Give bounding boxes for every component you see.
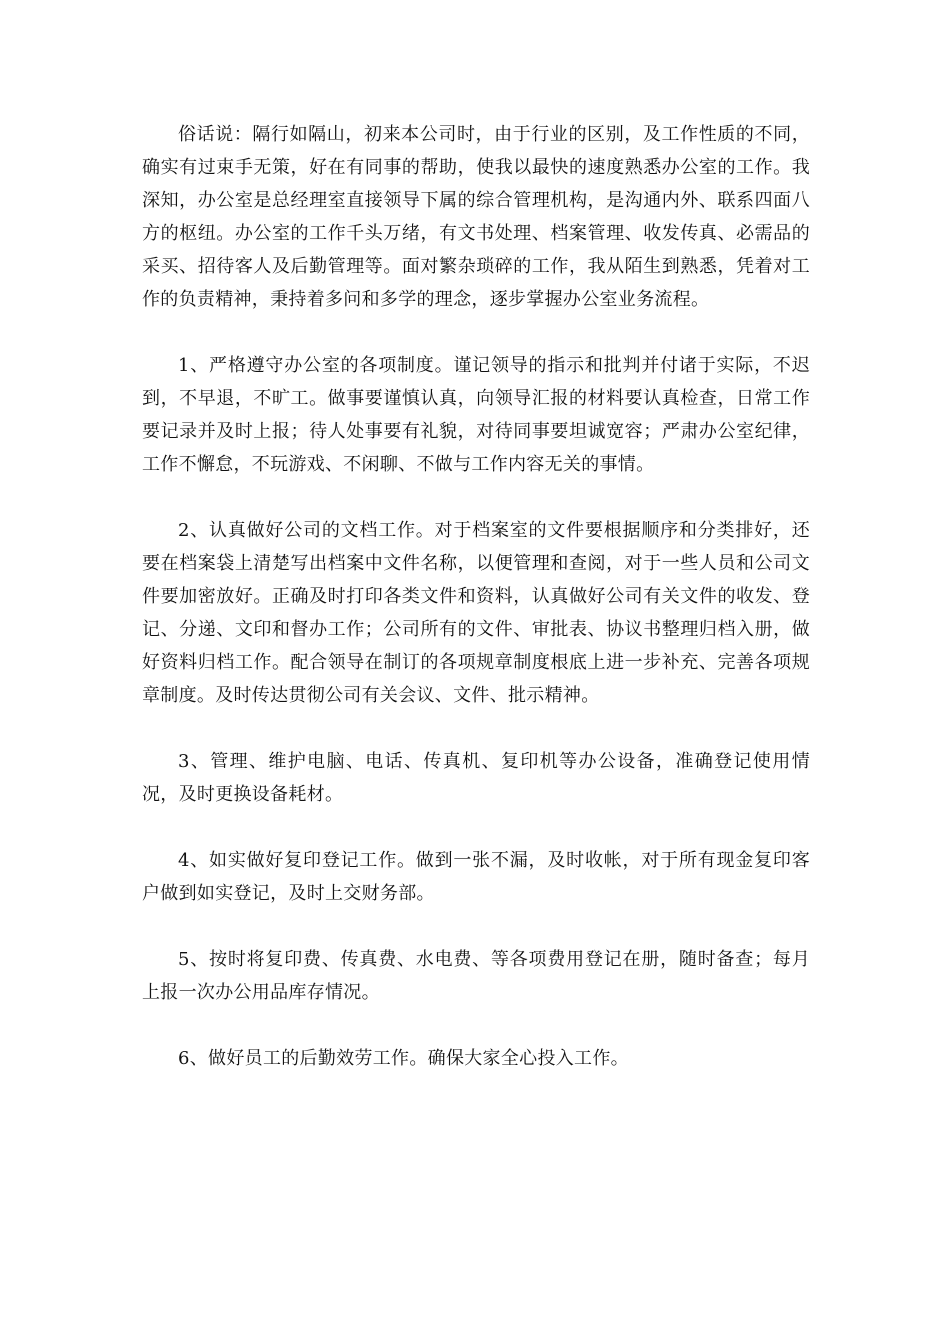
paragraph-item-2: 2、认真做好公司的文档工作。对于档案室的文件要根据顺序和分类排好，还要在档案袋上清楚写出档案中文件名称，以便管理和查阅，对于一些人员和公司文件要加密放好。正确及时打印各类文件和资料，认真做好公司有关文件的收发、登记、分递、文印和督办工作；公司所有的文件、审批表、协议书整理归档入册，做好资料归档工作。配合领导在制订的各项规章制度根底上进一步补充、完善各项规章制度。及时传达贯彻公司有关会议、文件、批示精神。	[142, 520, 810, 706]
document-body	[142, 118, 810, 1108]
paragraph-item-4: 4、如实做好复印登记工作。做到一张不漏，及时收帐，对于所有现金复印客户做到如实登记，及时上交财务部。	[142, 850, 810, 904]
paragraph-item-5: 5、按时将复印费、传真费、水电费、等各项费用登记在册，随时备查；每月上报一次办公用品库存情况。	[142, 949, 810, 1003]
paragraph-item-6: 6、做好员工的后勤效劳工作。确保大家全心投入工作。	[178, 1048, 629, 1069]
paragraph-intro: 俗话说：隔行如隔山，初来本公司时，由于行业的区别，及工作性质的不同，确实有过束手无策，好在有同事的帮助，使我以最快的速度熟悉办公室的工作。我深知，办公室是总经理室直接领导下属的综合管理机构，是沟通内外、联系四面八方的枢纽。办公室的工作千头万绪，有文书处理、档案管理、收发传真、必需品的采买、招待客人及后勤管理等。面对繁杂琐碎的工作，我从陌生到熟悉，凭着对工作的负责精神，秉持着多问和多学的理念，逐步掌握办公室业务流程。	[142, 124, 810, 310]
paragraph-item-3: 3、管理、维护电脑、电话、传真机、复印机等办公设备，准确登记使用情况，及时更换设备耗材。	[142, 751, 810, 805]
paragraph-item-1: 1、严格遵守办公室的各项制度。谨记领导的指示和批判并付诸于实际，不迟到，不早退，不旷工。做事要谨慎认真，向领导汇报的材料要认真检查，日常工作要记录并及时上报；待人处事要有礼貌，对待同事要坦诚宽容；严肃办公室纪律，工作不懈怠，不玩游戏、不闲聊、不做与工作内容无关的事情。	[142, 355, 810, 475]
